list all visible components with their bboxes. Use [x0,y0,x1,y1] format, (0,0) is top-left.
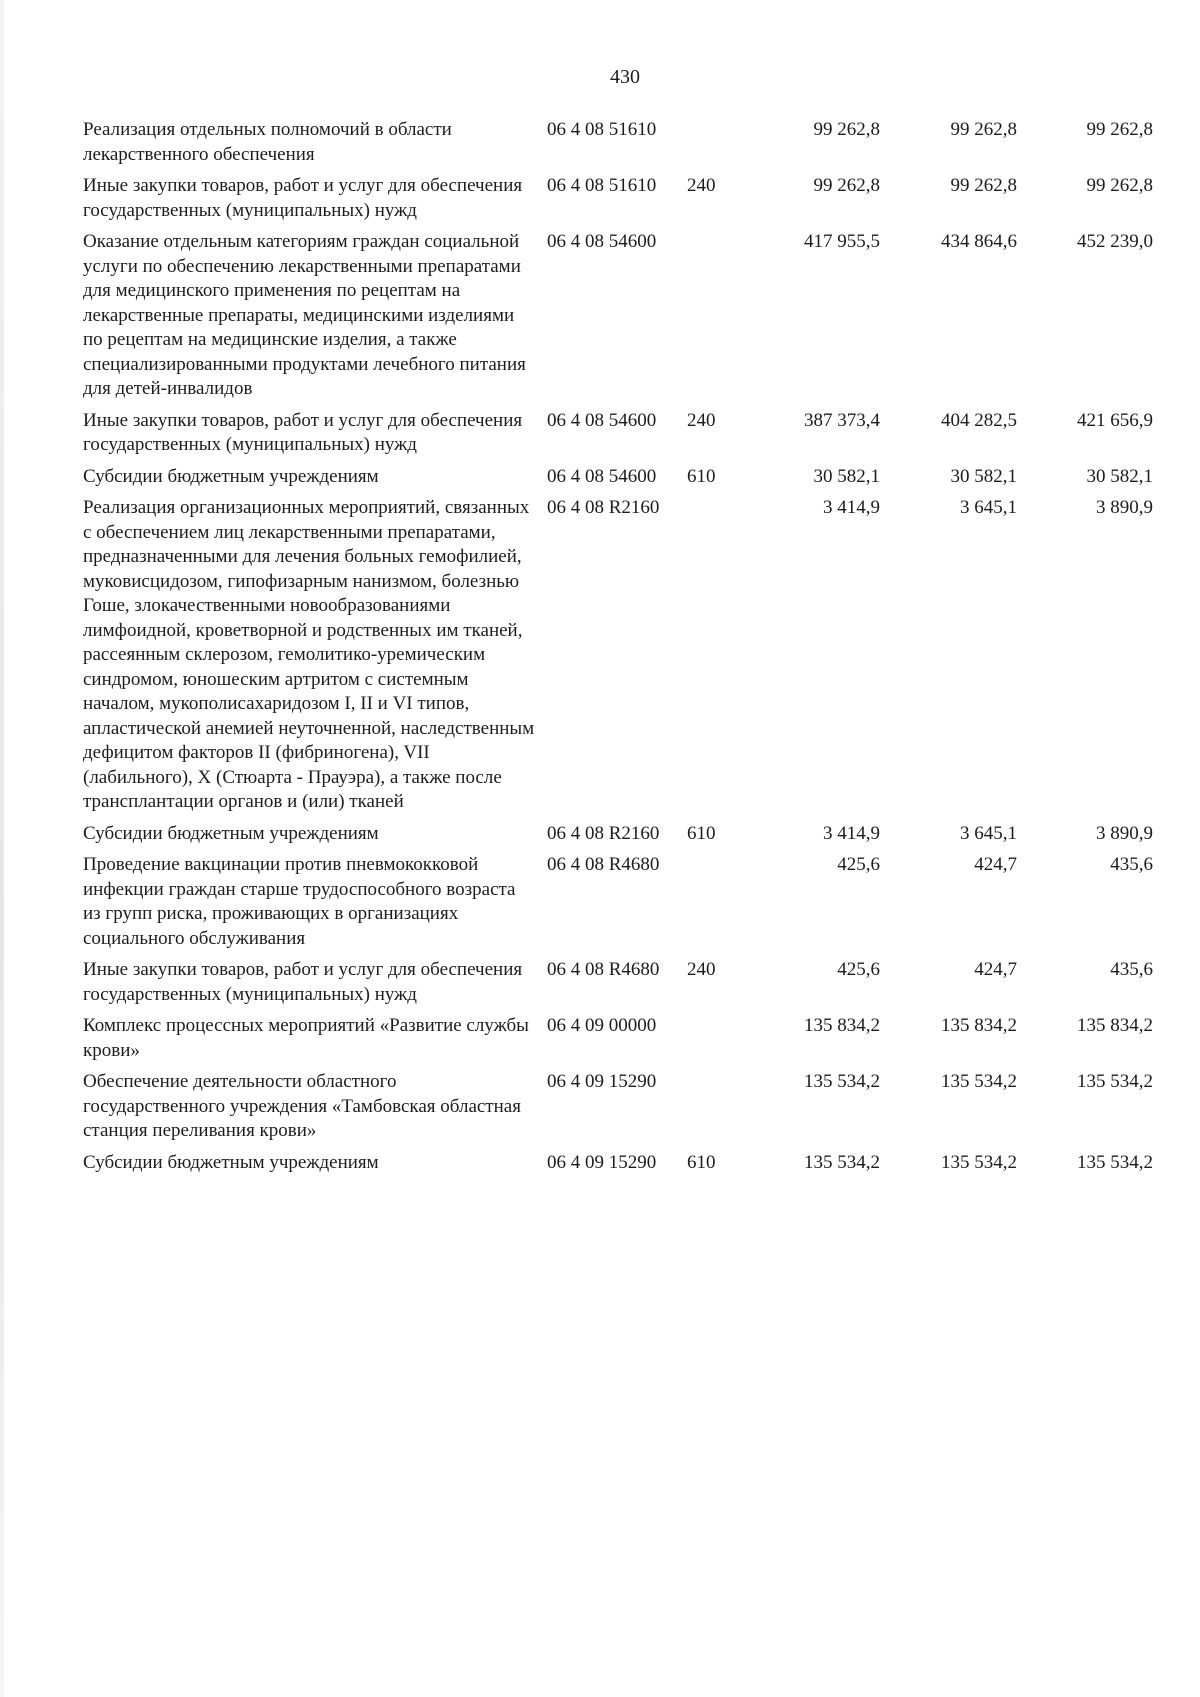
table-row [83,230,1163,402]
row-value-1: 417 955,5 [804,231,880,252]
row-value-1: 425,6 [837,854,880,875]
scan-edge [0,0,4,1697]
row-value-2: 3 645,1 [960,497,1017,518]
row-expense-type: 240 [687,409,716,431]
row-value-1: 135 834,2 [804,1015,880,1036]
row-value-2: 30 582,1 [950,465,1017,487]
row-value-2: 135 534,2 [941,1071,1017,1092]
row-value-3: 435,6 [1110,854,1153,875]
row-value-2: 3 645,1 [960,822,1017,844]
row-value-3: 3 890,9 [1096,497,1153,518]
row-value-3: 435,6 [1110,959,1153,980]
row-value-1: 387 373,4 [804,409,880,431]
row-name: Субсидии бюджетным учреждениям [83,822,379,844]
row-code: 06 4 08 54600 [547,465,657,487]
row-code: 06 4 08 54600 [547,409,657,431]
row-code: 06 4 08 R2160 [547,497,660,518]
budget-table [83,118,1163,1182]
table-row [83,1070,1163,1144]
row-value-1: 3 414,9 [823,822,880,844]
row-value-3: 135 834,2 [1077,1015,1153,1036]
row-expense-type: 610 [687,822,716,844]
row-name: Оказание отдельным категориям граждан социальной услуги по обеспечению лекарственными препаратами для медицинского применения по рецептам на лекарственные препараты, медицинскими изделиями по рецептам на медицинские изделия, а также специализированными продуктами лечебного питания для детей-инвалидов [83,231,526,399]
row-value-3: 99 262,8 [1086,175,1153,196]
row-expense-type: 240 [687,959,716,980]
row-code: 06 4 09 00000 [547,1015,657,1036]
row-value-3: 99 262,8 [1086,119,1153,140]
row-name: Иные закупки товаров, работ и услуг для обеспечения государственных (муниципальных) нужд [83,175,523,221]
row-value-3: 421 656,9 [1077,409,1153,431]
row-value-1: 135 534,2 [804,1151,880,1173]
row-value-3: 135 534,2 [1077,1151,1153,1173]
row-value-1: 99 262,8 [813,175,880,196]
row-name: Субсидии бюджетным учреждениям [83,465,379,487]
row-value-3: 3 890,9 [1096,822,1153,844]
row-expense-type: 610 [687,1151,716,1173]
row-expense-type: 240 [687,175,716,196]
row-value-1: 135 534,2 [804,1071,880,1092]
table-row [83,409,1163,458]
table-row [83,958,1163,1007]
row-name: Комплекс процессных мероприятий «Развитие службы крови» [83,1015,529,1061]
row-value-2: 434 864,6 [941,231,1017,252]
row-value-2: 99 262,8 [950,119,1017,140]
row-code: 06 4 09 15290 [547,1071,657,1092]
table-row [83,465,1163,490]
row-name: Проведение вакцинации против пневмококковой инфекции граждан старше трудоспособного возраста из групп риска, проживающих в организациях социального обслуживания [83,854,516,949]
row-name: Реализация организационных мероприятий, связанных с обеспечением лиц лекарственными препаратами, предназначенными для лечения больных гемофилией, муковисцидозом, гипофизарным нанизмом, болезнью Гоше, злокачественными новообразованиями лимфоидной, кроветворной и родственных им тканей, рассеянным склерозом, гемолитико-уремическим синдромом, юношеским артритом с системным началом, мукополисахаридозом I, II и VI типов, апластической анемией неуточненной, наследственным дефицитом факторов II (фибриногена), VII (лабильного), X (Стюарта - Прауэра), а также после трансплантации органов и (или) тканей [83,497,535,812]
row-name: Иные закупки товаров, работ и услуг для обеспечения государственных (муниципальных) нужд [83,959,523,1005]
row-value-1: 99 262,8 [813,119,880,140]
table-row [83,853,1163,951]
row-value-1: 3 414,9 [823,497,880,518]
row-name: Реализация отдельных полномочий в области лекарственного обеспечения [83,119,452,165]
row-expense-type: 610 [687,465,716,487]
row-code: 06 4 09 15290 [547,1151,657,1173]
table-row [83,1151,1163,1176]
row-value-2: 135 834,2 [941,1015,1017,1036]
row-value-2: 424,7 [974,854,1017,875]
row-value-3: 30 582,1 [1086,465,1153,487]
table-row [83,822,1163,847]
row-value-3: 135 534,2 [1077,1071,1153,1092]
row-value-1: 30 582,1 [813,465,880,487]
row-name: Субсидии бюджетным учреждениям [83,1151,379,1173]
row-code: 06 4 08 51610 [547,175,657,196]
row-code: 06 4 08 54600 [547,231,657,252]
row-value-2: 135 534,2 [941,1151,1017,1173]
row-value-2: 404 282,5 [941,409,1017,431]
row-code: 06 4 08 R2160 [547,822,660,844]
row-code: 06 4 08 51610 [547,119,657,140]
row-name: Иные закупки товаров, работ и услуг для обеспечения государственных (муниципальных) нужд [83,409,523,455]
table-row [83,496,1163,815]
table-row [83,118,1163,167]
row-name: Обеспечение деятельности областного государственного учреждения «Тамбовская областная станция переливания крови» [83,1071,521,1141]
row-value-3: 452 239,0 [1077,231,1153,252]
row-value-1: 425,6 [837,959,880,980]
row-code: 06 4 08 R4680 [547,854,660,875]
page-number: 430 [610,66,640,88]
row-value-2: 424,7 [974,959,1017,980]
row-value-2: 99 262,8 [950,175,1017,196]
row-code: 06 4 08 R4680 [547,959,660,980]
table-row [83,174,1163,223]
table-row [83,1014,1163,1063]
